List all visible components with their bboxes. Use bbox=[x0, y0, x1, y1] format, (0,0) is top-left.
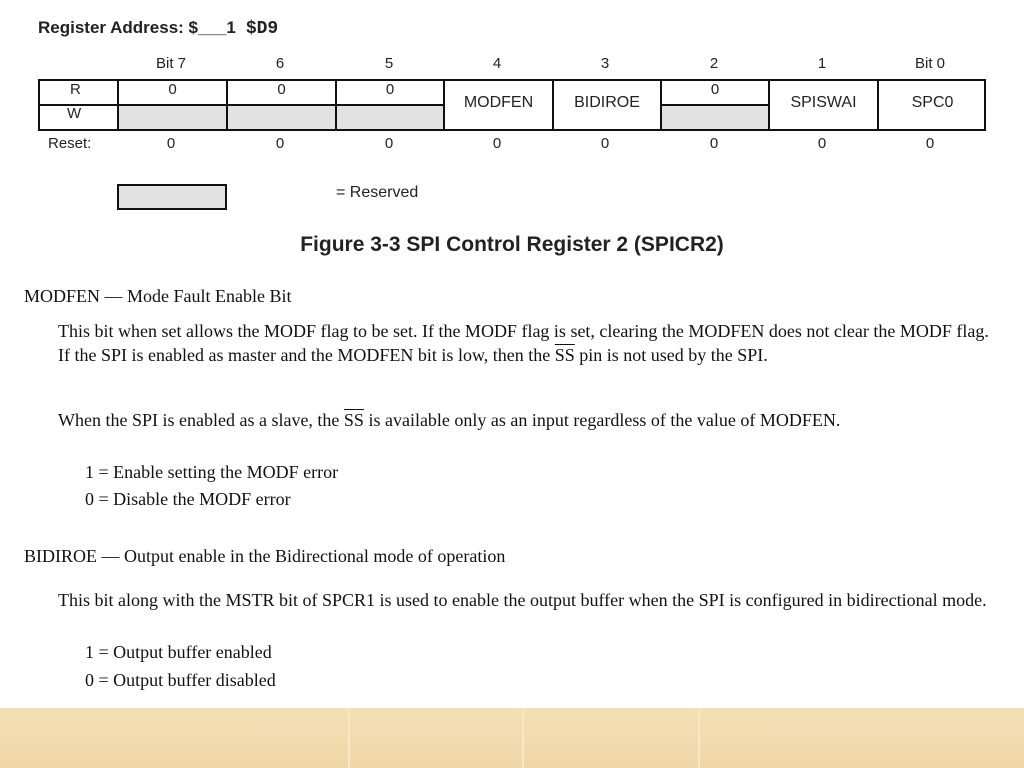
rw-divider bbox=[40, 104, 445, 106]
ss-signal: $\overline{SS}$ bbox=[343, 410, 364, 430]
register-address-label: Register Address: $___1 bbox=[38, 18, 236, 37]
bit-number: Bit 0 bbox=[914, 55, 945, 72]
figure-caption: Figure 3-3 SPI Control Register 2 (SPICR2) bbox=[300, 233, 724, 256]
reset-value: 0 bbox=[925, 135, 935, 152]
reserved-cell bbox=[228, 106, 335, 129]
field-modfen: MODFEN bbox=[463, 94, 534, 111]
field-spc0: SPC0 bbox=[911, 94, 954, 111]
read-value: 0 bbox=[277, 81, 286, 98]
reset-value: 0 bbox=[384, 135, 394, 152]
strip-seam bbox=[522, 708, 524, 768]
bit-number: 1 bbox=[817, 55, 827, 72]
modfen-paragraph-1 bbox=[58, 319, 993, 367]
modfen-p1-text-b: pin is not used by the SPI. bbox=[574, 345, 768, 365]
modfen-option-0: 0 = Disable the MODF error bbox=[85, 489, 291, 509]
modfen-heading: MODFEN — Mode Fault Enable Bit bbox=[24, 286, 292, 306]
bidiroe-paragraph: This bit along with the MSTR bit of SPCR1 is used to enable the output buffer when the SPI is configured in bidirectional mode. bbox=[58, 590, 987, 610]
bidiroe-option-1: 1 = Output buffer enabled bbox=[85, 642, 272, 662]
reset-value: 0 bbox=[492, 135, 502, 152]
reserved-cell bbox=[662, 106, 768, 129]
bit-number: 4 bbox=[492, 55, 502, 72]
bit-number: 6 bbox=[275, 55, 285, 72]
rw-divider bbox=[660, 104, 770, 106]
read-row-label: R bbox=[70, 81, 81, 98]
register-table bbox=[38, 79, 986, 131]
modfen-p1-text-a: This bit when set allows the MODF flag to be set. If the MODF flag is set, clearing the MODFEN does not clear the MODF flag. If the SPI is enabled as master and the MODFEN bit is low, then the bbox=[58, 321, 989, 365]
bit-number: 2 bbox=[709, 55, 719, 72]
reset-value: 0 bbox=[709, 135, 719, 152]
reserved-legend-swatch bbox=[117, 184, 227, 210]
reset-value: 0 bbox=[275, 135, 285, 152]
modfen-paragraph-2 bbox=[58, 408, 993, 432]
bidiroe-heading: BIDIROE — Output enable in the Bidirectional mode of operation bbox=[24, 546, 506, 566]
read-value: 0 bbox=[168, 81, 177, 98]
reset-value: 0 bbox=[817, 135, 827, 152]
ss-signal: $\overline{SS}$ bbox=[554, 345, 575, 365]
reset-value: 0 bbox=[166, 135, 176, 152]
modfen-p2-text-b: is available only as an input regardless of the value of MODFEN. bbox=[363, 410, 841, 430]
bit-number: 5 bbox=[384, 55, 394, 72]
reset-value: 0 bbox=[600, 135, 610, 152]
reserved-cell bbox=[337, 106, 443, 129]
register-address bbox=[38, 18, 278, 39]
decorative-background-strip bbox=[0, 708, 1024, 768]
read-value: 0 bbox=[710, 81, 720, 98]
reserved-cell bbox=[119, 106, 227, 129]
modfen-p2-text-a: When the SPI is enabled as a slave, the bbox=[58, 410, 344, 430]
bit-number: 3 bbox=[600, 55, 610, 72]
field-spiswai: SPISWAI bbox=[790, 94, 857, 111]
bit-number: Bit 7 bbox=[155, 55, 186, 72]
strip-seam bbox=[348, 708, 350, 768]
modfen-option-1: 1 = Enable setting the MODF error bbox=[85, 462, 339, 482]
bidiroe-option-0: 0 = Output buffer disabled bbox=[85, 670, 276, 690]
reset-label: Reset: bbox=[48, 135, 92, 152]
register-address-value: $D9 bbox=[245, 19, 279, 39]
write-row-label: W bbox=[67, 105, 82, 122]
field-bidiroe: BIDIROE bbox=[574, 94, 640, 111]
strip-seam bbox=[698, 708, 700, 768]
reserved-legend-text: = Reserved bbox=[336, 184, 419, 201]
read-value: 0 bbox=[385, 81, 395, 98]
